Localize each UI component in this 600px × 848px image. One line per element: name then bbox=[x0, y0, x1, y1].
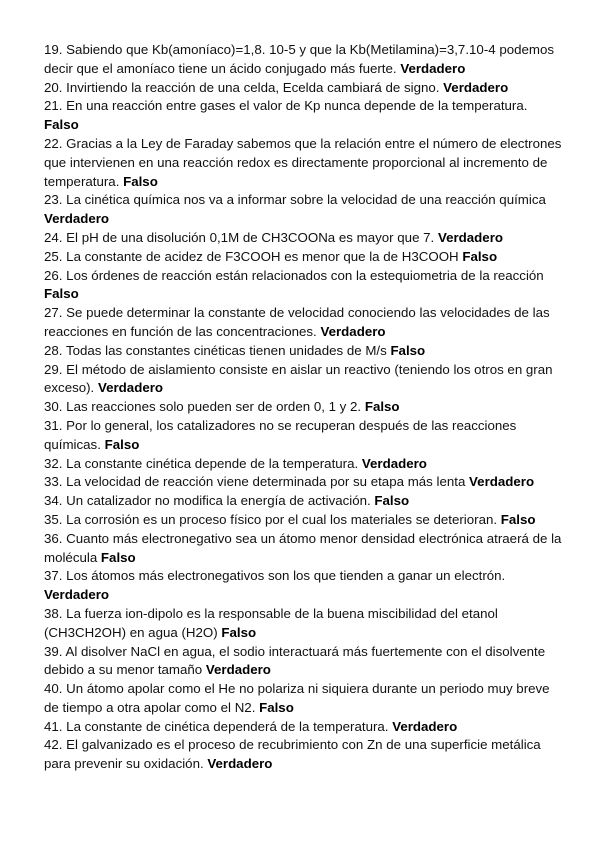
question-30 bbox=[44, 398, 564, 417]
question-text: 27. Se puede determinar la constante de velocidad conociendo las velocidades de las reacciones en función de las concentraciones. bbox=[44, 305, 550, 339]
question-23 bbox=[44, 191, 564, 229]
question-22 bbox=[44, 135, 564, 191]
question-38 bbox=[44, 605, 564, 643]
question-27 bbox=[44, 304, 564, 342]
answer-label: Falso bbox=[100, 549, 136, 565]
answer-label: Falso bbox=[259, 699, 294, 715]
question-text: 39. Al disolver NaCl en agua, el sodio interactuará más fuertemente con el disolvente debido a su menor tamaño bbox=[44, 643, 546, 678]
question-text: 38. La fuerza ion-dipolo es la responsable de la buena miscibilidad del etanol (CH3CH2OH) en agua (H2O) bbox=[44, 605, 498, 640]
question-text: 40. Un átomo apolar como el He no polariza ni siquiera durante un periodo muy breve de tiempo a otra apolar como el N2. bbox=[44, 681, 550, 715]
question-list bbox=[44, 41, 564, 774]
question-text: 28. Todas las constantes cinéticas tienen unidades de M/s bbox=[44, 342, 387, 358]
question-33 bbox=[44, 473, 564, 492]
answer-label: Falso bbox=[500, 511, 536, 527]
question-35 bbox=[44, 511, 564, 530]
answer-label: Falso bbox=[104, 436, 140, 452]
question-28 bbox=[44, 342, 564, 361]
question-34 bbox=[44, 492, 564, 511]
answer-label: Falso bbox=[374, 493, 410, 509]
question-29 bbox=[44, 361, 564, 399]
answer-label: Verdadero bbox=[97, 380, 164, 396]
answer-label: Verdadero bbox=[44, 587, 110, 603]
question-text: 33. La velocidad de reacción viene determinada por su etapa más lenta bbox=[44, 474, 466, 490]
question-text: 32. La constante cinética depende de la temperatura. bbox=[44, 455, 359, 471]
question-24 bbox=[44, 229, 564, 248]
answer-label: Falso bbox=[364, 399, 400, 415]
answer-label: Falso bbox=[123, 173, 158, 189]
answer-label: Falso bbox=[462, 248, 498, 264]
answer-label: Verdadero bbox=[392, 718, 458, 734]
answer-label: Verdadero bbox=[469, 474, 535, 490]
question-37 bbox=[44, 567, 564, 605]
answer-label: Falso bbox=[44, 117, 79, 133]
question-text: 31. Por lo general, los catalizadores no se recuperan después de las reacciones químicas. bbox=[44, 417, 517, 452]
question-26 bbox=[44, 267, 564, 305]
question-text: 37. Los átomos más electronegativos son los que tienden a ganar un electrón. bbox=[44, 568, 506, 584]
answer-label: Verdadero bbox=[44, 211, 110, 227]
answer-label: Verdadero bbox=[361, 455, 427, 471]
question-36 bbox=[44, 530, 564, 568]
question-text: 19. Sabiendo que Kb(amoníaco)=1,8. 10-5 y que la Kb(Metilamina)=3,7.10-4 podemos decir que el amoníaco tiene un ácido conjugado más fuerte. bbox=[44, 42, 555, 76]
answer-label: Falso bbox=[44, 286, 79, 302]
question-31 bbox=[44, 417, 564, 455]
question-25 bbox=[44, 248, 564, 267]
question-19 bbox=[44, 41, 564, 79]
question-text: 30. Las reacciones solo pueden ser de orden 0, 1 y 2. bbox=[44, 399, 362, 415]
question-text: 26. Los órdenes de reacción están relacionados con la estequiometria de la reacción bbox=[44, 267, 544, 283]
question-32 bbox=[44, 455, 564, 474]
question-40 bbox=[44, 680, 564, 718]
question-text: 20. Invirtiendo la reacción de una celda, Ecelda cambiará de signo. bbox=[44, 79, 440, 95]
question-42 bbox=[44, 736, 564, 774]
question-text: 42. El galvanizado es el proceso de recubrimiento con Zn de una superficie metálica para prevenir su oxidación. bbox=[44, 737, 541, 772]
answer-label: Verdadero bbox=[437, 229, 503, 245]
question-text: 41. La constante de cinética dependerá de la temperatura. bbox=[44, 718, 389, 734]
answer-label: Verdadero bbox=[205, 662, 271, 678]
answer-label: Falso bbox=[221, 624, 257, 640]
question-39 bbox=[44, 643, 564, 681]
question-21 bbox=[44, 97, 564, 135]
question-text: 21. En una reacción entre gases el valor de Kp nunca depende de la temperatura. bbox=[44, 98, 528, 114]
question-text: 35. La corrosión es un proceso físico por el cual los materiales se deterioran. bbox=[44, 511, 498, 527]
question-text: 34. Un catalizador no modifica la energía de activación. bbox=[44, 493, 371, 509]
answer-label: Verdadero bbox=[400, 60, 466, 76]
question-text: 22. Gracias a la Ley de Faraday sabemos que la relación entre el número de electrones que intervienen en una reacción redox es directamente proporcional al incremento de temperatura. bbox=[44, 135, 562, 189]
question-20 bbox=[44, 79, 564, 98]
answer-label: Falso bbox=[390, 342, 426, 358]
question-text: 36. Cuanto más electronegativo sea un átomo menor densidad electrónica atraerá de la molécula bbox=[44, 530, 562, 565]
question-text: 24. El pH de una disolución 0,1M de CH3COONa es mayor que 7. bbox=[44, 229, 435, 245]
question-text: 25. La constante de acidez de F3COOH es menor que la de H3COOH bbox=[44, 248, 459, 264]
question-41 bbox=[44, 718, 564, 737]
answer-label: Verdadero bbox=[207, 756, 273, 772]
question-text: 29. El método de aislamiento consiste en aislar un reactivo (teniendo los otros en gran exceso). bbox=[44, 361, 553, 396]
answer-label: Verdadero bbox=[443, 79, 509, 95]
question-text: 23. La cinética química nos va a informar sobre la velocidad de una reacción química bbox=[44, 192, 546, 208]
answer-label: Verdadero bbox=[320, 323, 386, 339]
